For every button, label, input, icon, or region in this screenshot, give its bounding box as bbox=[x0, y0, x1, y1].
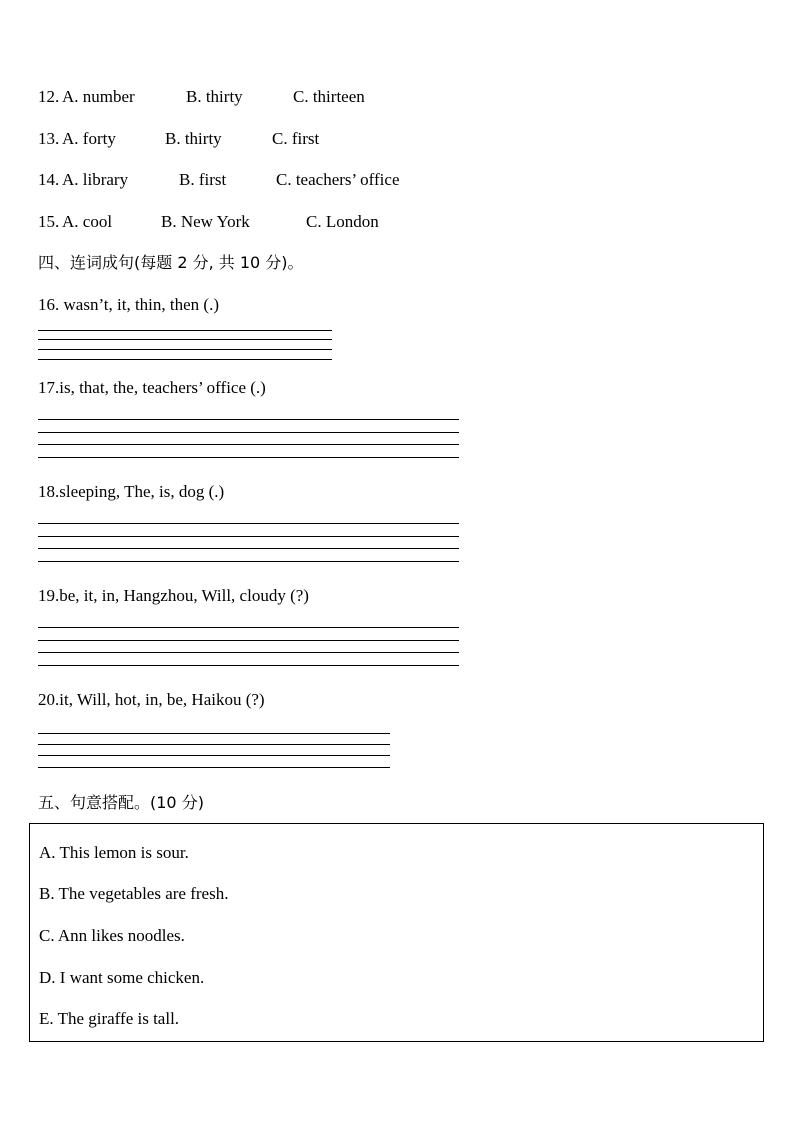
matching-item-d: D. I want some chicken. bbox=[39, 968, 205, 987]
matching-item-e: E. The giraffe is tall. bbox=[39, 1009, 180, 1028]
question-number: 18 bbox=[38, 482, 55, 501]
question-number: 14. bbox=[38, 170, 60, 189]
sentence-question-18 bbox=[38, 482, 224, 502]
question-words: .is, that, the, teachers’ office (.) bbox=[55, 378, 266, 397]
option-b: B. New York bbox=[161, 212, 250, 231]
option-c: C. thirteen bbox=[293, 87, 365, 106]
sentence-question-16 bbox=[38, 295, 219, 315]
question-words: .sleeping, The, is, dog (.) bbox=[55, 482, 225, 501]
question-number: 15. bbox=[38, 212, 60, 231]
option-a: A. cool bbox=[62, 212, 113, 231]
sentence-question-19 bbox=[38, 586, 309, 606]
option-b: B. thirty bbox=[186, 87, 243, 106]
sentence-question-20 bbox=[38, 690, 265, 710]
question-words: . wasn’t, it, thin, then (.) bbox=[55, 295, 219, 314]
question-words: .it, Will, hot, in, be, Haikou (?) bbox=[55, 690, 265, 709]
question-number: 17 bbox=[38, 378, 55, 397]
option-b: B. thirty bbox=[165, 129, 222, 148]
option-c: C. first bbox=[272, 129, 320, 148]
matching-box bbox=[29, 823, 764, 1042]
matching-item-a: A. This lemon is sour. bbox=[39, 843, 189, 862]
option-c: C. London bbox=[306, 212, 379, 231]
option-c: C. teachers’ office bbox=[276, 170, 400, 189]
question-number: 12. bbox=[38, 87, 60, 106]
matching-item-b: B. The vegetables are fresh. bbox=[39, 884, 229, 903]
section-5-heading: 五、句意搭配。(10 分) bbox=[38, 793, 204, 812]
question-number: 20 bbox=[38, 690, 55, 709]
matching-item-c: C. Ann likes noodles. bbox=[39, 926, 185, 945]
question-words: .be, it, in, Hangzhou, Will, cloudy (?) bbox=[55, 586, 309, 605]
option-b: B. first bbox=[179, 170, 227, 189]
question-number: 16 bbox=[38, 295, 55, 314]
option-a: A. number bbox=[62, 87, 135, 106]
option-a: A. forty bbox=[62, 129, 116, 148]
question-number: 13. bbox=[38, 129, 60, 148]
sentence-question-17 bbox=[38, 378, 266, 398]
section-4-heading: 四、连词成句(每题 2 分, 共 10 分)。 bbox=[38, 253, 304, 272]
option-a: A. library bbox=[62, 170, 129, 189]
question-number: 19 bbox=[38, 586, 55, 605]
